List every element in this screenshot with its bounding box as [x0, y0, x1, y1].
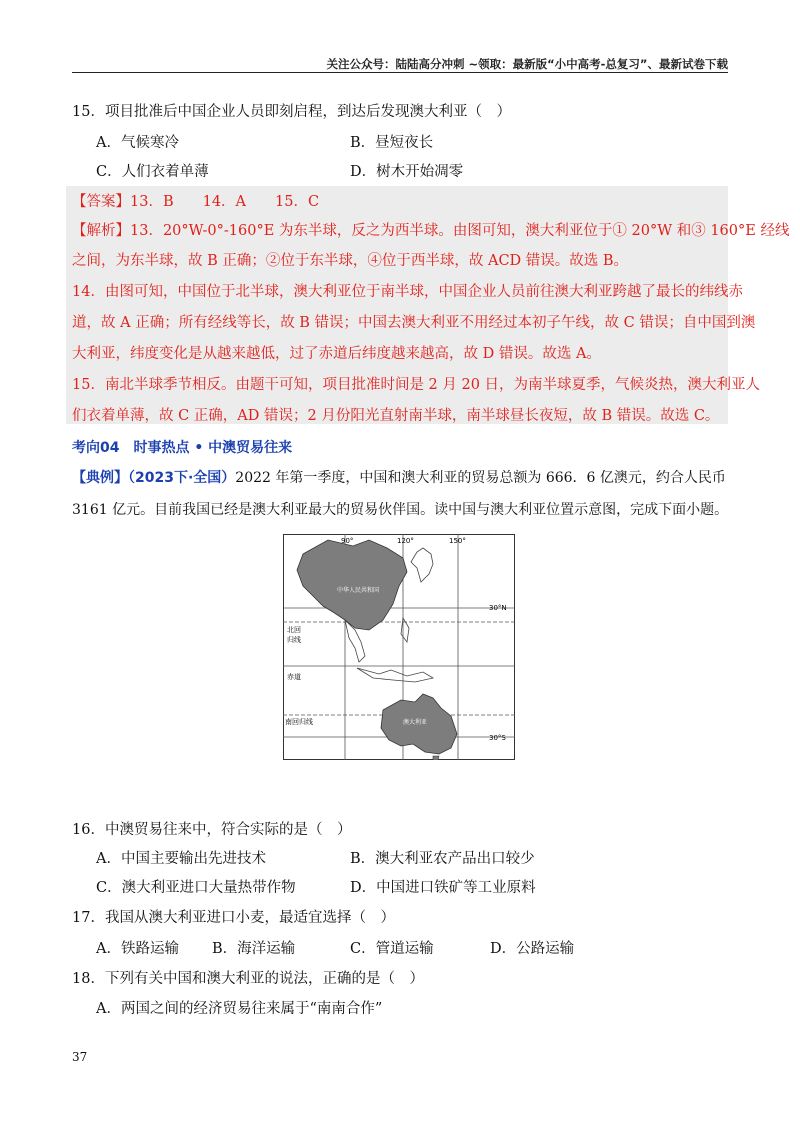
q16-option-a: A．中国主要输出先进技术: [96, 851, 266, 867]
equator-label: 赤道: [287, 673, 301, 681]
answer-line: [72, 190, 319, 211]
example-text-1: 2022 年第一季度，中国和澳大利亚的贸易总额为 666．6 亿澳元，约合人民币: [235, 470, 726, 486]
q15-option-a: A．气候寒冷: [96, 135, 179, 151]
question-17-stem: 17．我国从澳大利亚进口小麦，最适宜选择（ ）: [72, 910, 395, 926]
q15-option-b: B．昼短夜长: [350, 135, 434, 151]
question-15-stem: 15．项目批准后中国企业人员即刻启程，到达后发现澳大利亚（ ）: [72, 104, 511, 120]
q17-option-d: D．公路运输: [490, 941, 575, 957]
example-line-2: 3161 亿元。目前我国已经是澳大利亚最大的贸易伙伴国。读中国与澳大利亚位置示意图，完成下面小题。: [72, 502, 729, 518]
analysis-line-1: [72, 219, 789, 240]
question-18-stem: 18．下列有关中国和澳大利亚的说法，正确的是（ ）: [72, 971, 424, 987]
australia-label: 澳大利亚: [403, 719, 428, 726]
example-source: （2023下·全国）: [128, 470, 236, 486]
q15-option-c: C．人们衣着单薄: [96, 164, 209, 180]
answer-label: 【答案】: [72, 194, 130, 210]
analysis-label: 【解析】: [72, 223, 130, 239]
section-heading: 考向04 时事热点 • 中澳贸易往来: [72, 440, 293, 456]
analysis-line-7: 们衣着单薄，故 C 正确，AD 错误；2 月份阳光直射南半球，南半球昼长夜短，故 B 错误。故选 C。: [72, 408, 720, 424]
lat-30n-label: 30°N: [489, 604, 507, 612]
analysis-line-6: 15．南北半球季节相反。由题干可知，项目批准时间是 2 月 20 日，为南半球夏季，气候炎热，澳大利亚人: [72, 377, 761, 393]
q16-option-c: C．澳大利亚进口大量热带作物: [96, 880, 296, 896]
q17-option-a: A．铁路运输: [96, 941, 179, 957]
tropic-north-label-2: 归线: [287, 636, 301, 644]
analysis-text-1: 13．20°W-0°-160°E 为东半球，反之为西半球。由图可知，澳大利亚位于① 20°W 和③ 160°E 经线: [130, 223, 790, 239]
example-line-1: [72, 467, 726, 487]
lat-30s-label: 30°S: [489, 734, 506, 742]
page-header: 关注公众号：陆陆高分冲刺 ~领取：最新版“小中高考-总复习”、最新试卷下载: [326, 57, 728, 71]
example-label: 【典例】: [72, 470, 128, 486]
q16-option-b: B．澳大利亚农产品出口较少: [350, 851, 535, 867]
page-number: 37: [72, 1050, 88, 1064]
q17-option-c: C．管道运输: [350, 941, 434, 957]
q15-option-d: D．树木开始凋零: [350, 164, 464, 180]
tropic-north-label: 北回: [287, 626, 301, 634]
q18-option-a: A．两国之间的经济贸易往来属于“南南合作”: [96, 1001, 383, 1017]
q17-option-b: B．海洋运输: [212, 941, 296, 957]
tropic-south-label: 南回归线: [285, 718, 313, 726]
question-16-stem: 16．中澳贸易往来中，符合实际的是（ ）: [72, 822, 352, 838]
lon-90-label: 90°: [341, 537, 354, 545]
analysis-line-4: 道，故 A 正确；所有经线等长，故 B 错误；中国去澳大利亚不用经过本初子午线，故 C 错误；自中国到澳: [72, 315, 756, 331]
answer-value: 13．B 14．A 15．C: [130, 194, 320, 210]
lon-150-label: 150°: [449, 537, 466, 545]
lon-120-label: 120°: [397, 537, 414, 545]
header-rule: [72, 72, 728, 73]
analysis-line-5: 大利亚，纬度变化是从越来越低，过了赤道后纬度越来越高，故 D 错误。故选 A。: [72, 346, 601, 362]
china-australia-map: [283, 534, 515, 760]
china-label: 中华人民共和国: [337, 587, 380, 594]
q16-option-d: D．中国进口铁矿等工业原料: [350, 880, 536, 896]
analysis-line-3: 14．由图可知，中国位于北半球，澳大利亚位于南半球，中国企业人员前往澳大利亚跨越了最长的纬线赤: [72, 284, 743, 300]
analysis-line-2: 之间，为东半球，故 B 正确；②位于东半球，④位于西半球，故 ACD 错误。故选 B。: [72, 253, 629, 269]
